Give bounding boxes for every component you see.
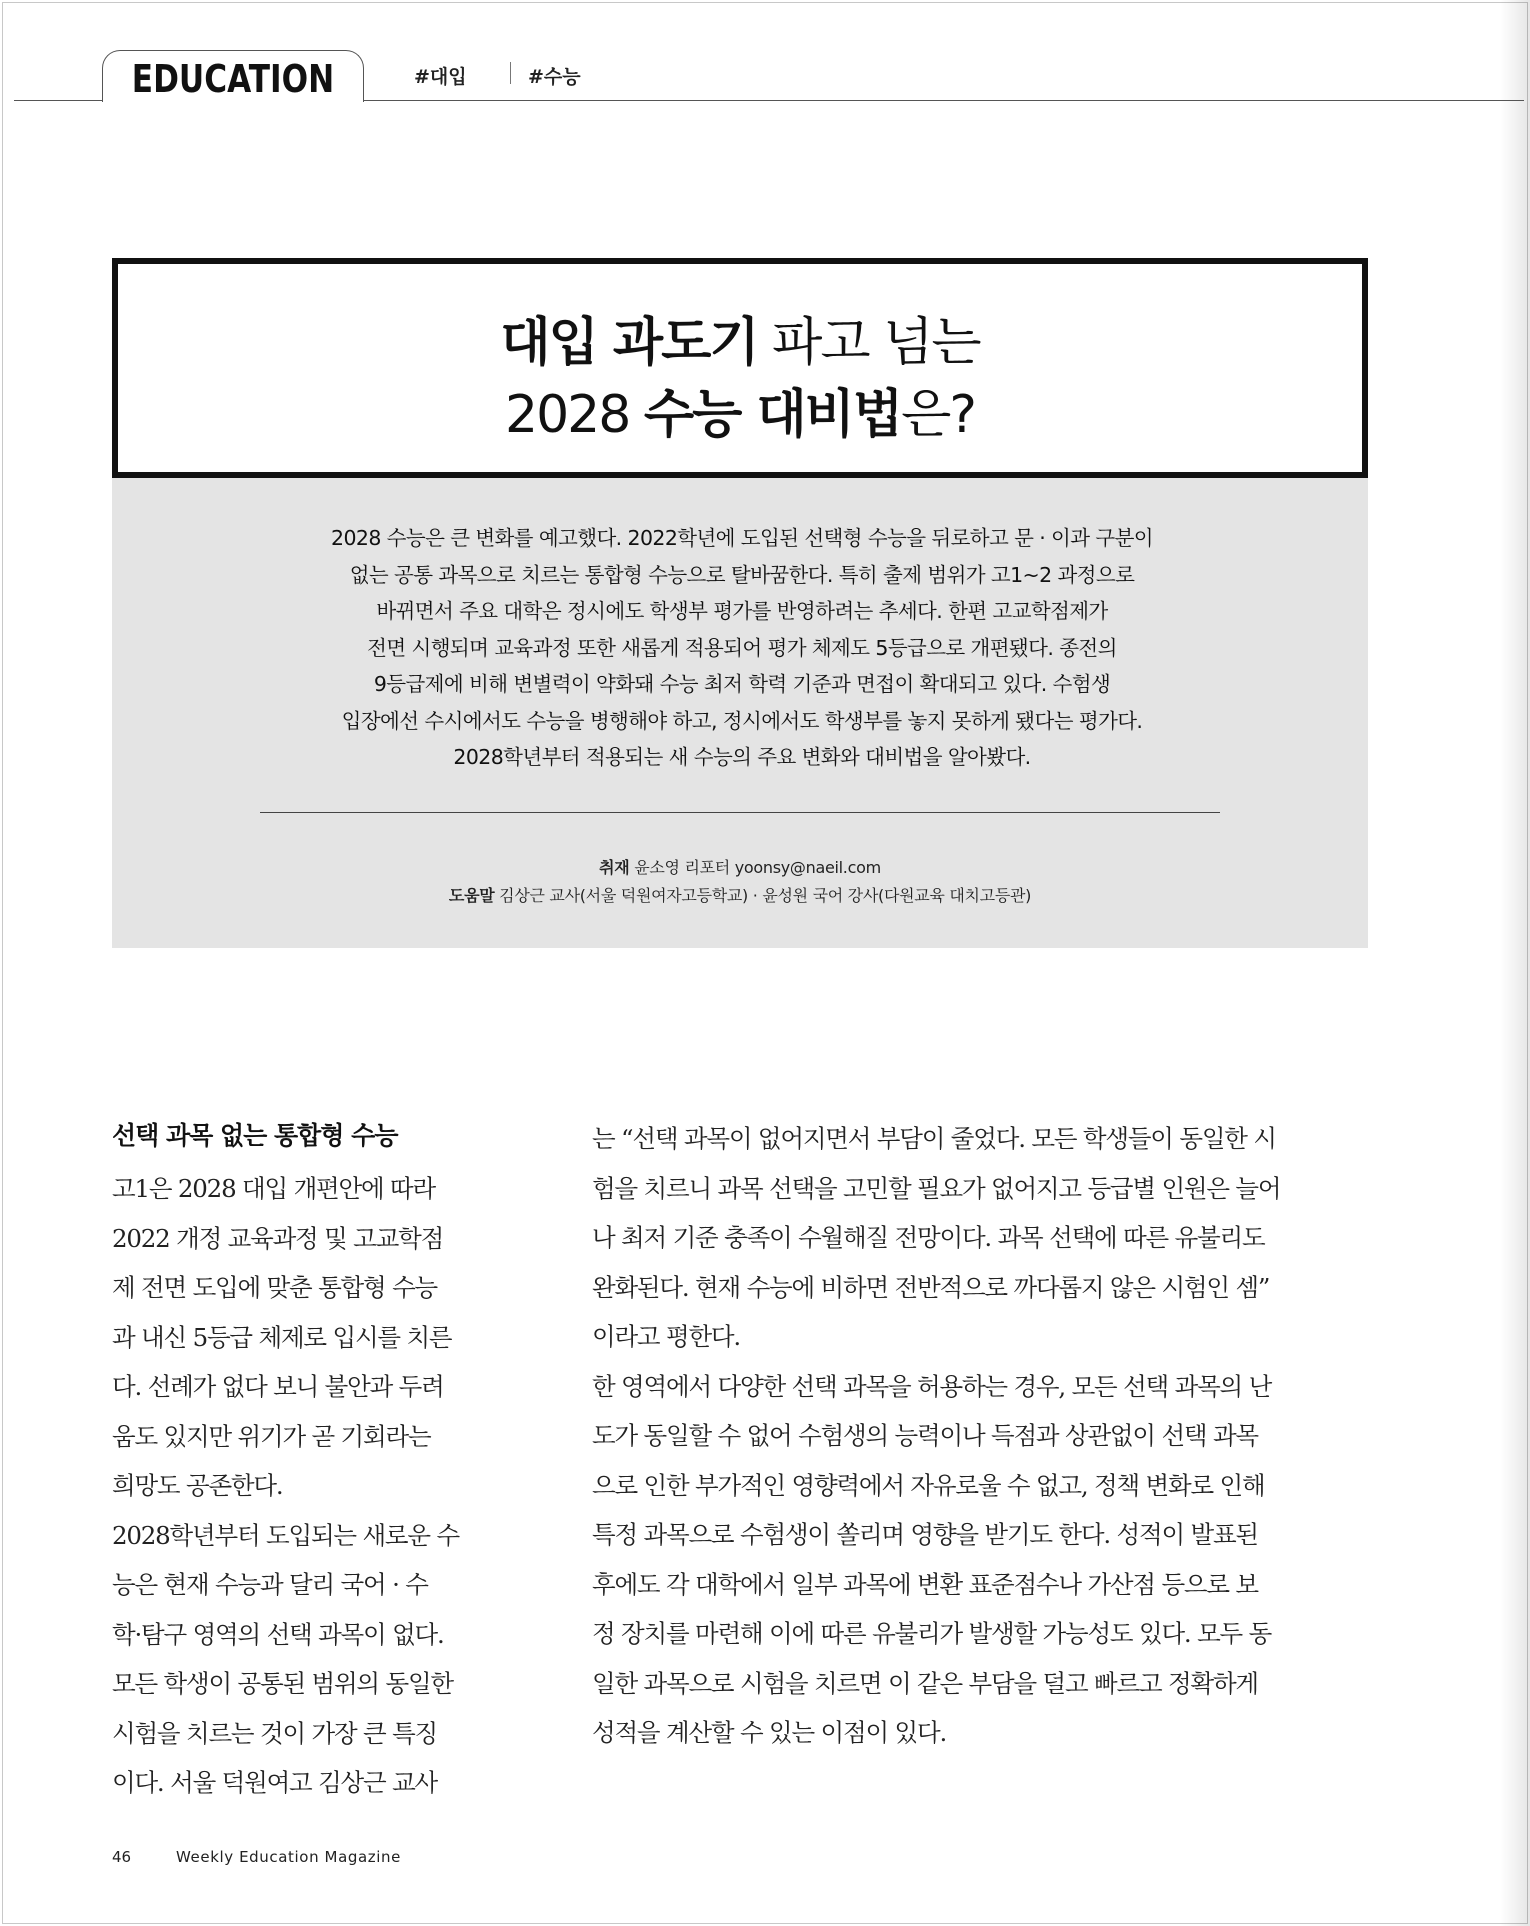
lead-box xyxy=(112,478,1368,948)
lead-line: 2028학년부터 적용되는 새 수능의 주요 변화와 대비법을 알아봤다. xyxy=(453,745,1031,769)
tag-separator xyxy=(510,62,511,84)
help-label: 도움말 xyxy=(448,886,495,905)
section-title: EDUCATION xyxy=(131,57,335,101)
body-line: 나 최저 기준 충족이 수월해질 전망이다. 과목 선택에 따른 유불리도 xyxy=(592,1223,1265,1252)
body-column-left xyxy=(112,1164,506,1808)
body-line: 이다. 서울 덕원여고 김상근 교사 xyxy=(112,1768,438,1797)
body-line: 다. 선례가 없다 보니 불안과 두려 xyxy=(112,1372,444,1401)
help-info: 김상근 교사(서울 덕원여자고등학교) · 윤성원 국어 강사(다원교육 대치고등관) xyxy=(494,886,1032,905)
reporter-label: 취재 xyxy=(599,858,630,877)
body-line: 시험을 치르는 것이 가장 큰 특징 xyxy=(112,1718,438,1748)
body-line: 일한 과목으로 시험을 치르면 이 같은 부담을 덜고 빠르고 정확하게 xyxy=(592,1668,1258,1698)
headline-box xyxy=(112,258,1368,478)
body-line: 으로 인한 부가적인 영향력에서 자유로울 수 없고, 정책 변화로 인해 xyxy=(592,1470,1265,1500)
body-line: 한 영역에서 다양한 선택 과목을 허용하는 경우, 모든 선택 과목의 난 xyxy=(592,1371,1272,1401)
body-line: 과 내신 5등급 체제로 입시를 치른 xyxy=(112,1322,452,1352)
headline-text-3: 은? xyxy=(901,385,975,445)
headline-line-1 xyxy=(118,300,1362,375)
page-number: 46 xyxy=(112,1848,132,1866)
lead-divider xyxy=(260,812,1220,813)
lead-line: 전면 시행되며 교육과정 또한 새롭게 적용되어 평가 체제도 5등급으로 개편됐다. 종전의 xyxy=(367,635,1117,660)
body-line: 움도 있지만 위기가 곧 기회라는 xyxy=(112,1421,431,1451)
body-column-right xyxy=(592,1114,1368,1758)
lead-paragraph xyxy=(262,520,1222,776)
body-line: 성적을 계산할 수 있는 이점이 있다. xyxy=(592,1718,947,1747)
headline-text-1: 파고 넘는 xyxy=(757,313,980,373)
lead-line: 9등급제에 비해 변별력이 약화돼 수능 최저 학력 기준과 면접이 확대되고 있다. 수험생 xyxy=(373,672,1111,696)
body-line: 2028학년부터 도입되는 새로운 수 xyxy=(112,1520,459,1550)
body-line: 능은 현재 수능과 달리 국어 · 수 xyxy=(112,1570,428,1599)
help-credit xyxy=(112,882,1368,910)
body-line: 희망도 공존한다. xyxy=(112,1471,283,1500)
lead-line: 없는 공통 과목으로 치르는 통합형 수능으로 탈바꿈한다. 특히 출제 범위가 고1~2 과정으로 xyxy=(349,562,1135,587)
section-tab xyxy=(102,50,364,102)
body-line: 모든 학생이 공통된 범위의 동일한 xyxy=(112,1669,453,1698)
body-line: 후에도 각 대학에서 일부 과목에 변환 표준점수나 가산점 등으로 보 xyxy=(592,1569,1258,1599)
headline-emphasis-1: 대입 과도기 xyxy=(500,313,758,373)
reporter-credit xyxy=(112,854,1368,882)
body-line: 험을 치르니 과목 선택을 고민할 필요가 없어지고 등급별 인원은 늘어 xyxy=(592,1173,1281,1203)
headline-line-2 xyxy=(118,372,1362,447)
body-line: 고1은 2028 대입 개편안에 따라 xyxy=(112,1174,435,1203)
body-line: 도가 동일할 수 없어 수험생의 능력이나 득점과 상관없이 선택 과목 xyxy=(592,1421,1258,1450)
headline-text-2: 2028 xyxy=(505,385,644,445)
tag-admission[interactable]: #대입 xyxy=(414,66,467,88)
lead-line: 2028 수능은 큰 변화를 예고했다. 2022학년에 도입된 선택형 수능을 뒤로하고 문 · 이과 구분이 xyxy=(331,526,1153,550)
lead-line: 바뀌면서 주요 대학은 정시에도 학생부 평가를 반영하려는 추세다. 한편 고교학점제가 xyxy=(376,599,1108,623)
body-line: 2022 개정 교육과정 및 고교학점 xyxy=(112,1223,444,1253)
body-line: 제 전면 도입에 맞춘 통합형 수능 xyxy=(112,1273,438,1302)
credits xyxy=(112,854,1368,910)
headline-emphasis-2: 수능 대비법 xyxy=(643,385,902,445)
body-line: 완화된다. 현재 수능에 비하면 전반적으로 까다롭지 않은 시험인 셈” xyxy=(592,1272,1270,1302)
reporter-info: 윤소영 리포터 yoonsy@naeil.com xyxy=(629,858,881,877)
body-line: 이라고 평한다. xyxy=(592,1322,740,1351)
magazine-name: Weekly Education Magazine xyxy=(176,1848,401,1866)
section-subhead: 선택 과목 없는 통합형 수능 xyxy=(112,1121,398,1150)
body-line: 는 “선택 과목이 없어지면서 부담이 줄었다. 모든 학생들이 동일한 시 xyxy=(592,1124,1276,1153)
tag-csat[interactable]: #수능 xyxy=(528,66,581,88)
body-line: 학·탐구 영역의 선택 과목이 없다. xyxy=(112,1619,444,1649)
body-line: 정 장치를 마련해 이에 따른 유불리가 발생할 가능성도 있다. 모두 동 xyxy=(592,1619,1272,1648)
spine-shadow xyxy=(1500,0,1530,1926)
body-line: 특정 과목으로 수험생이 쏠리며 영향을 받기도 한다. 성적이 발표된 xyxy=(592,1520,1258,1549)
lead-line: 입장에선 수시에서도 수능을 병행해야 하고, 정시에서도 학생부를 놓지 못하게 됐다는 평가다. xyxy=(341,708,1143,733)
